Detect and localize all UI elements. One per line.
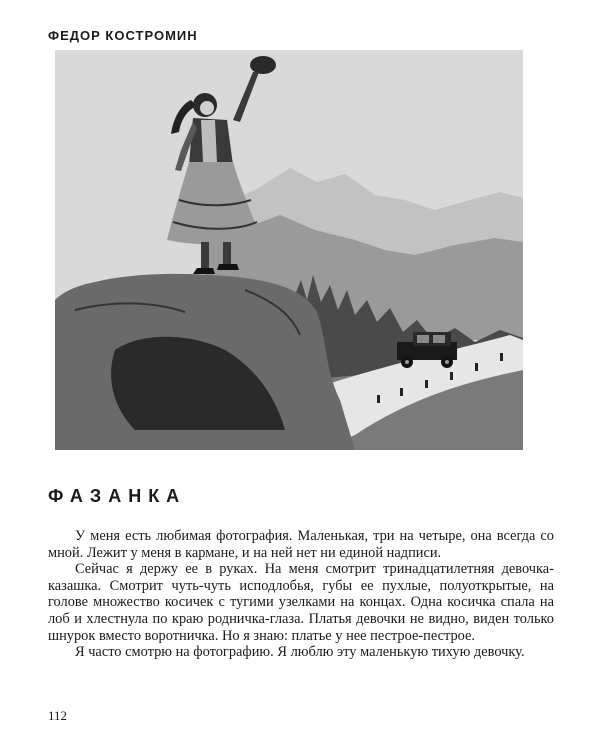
paragraph: У меня есть любимая фотография. Маленькая, три на четыре, она всегда со мной. Лежит у меня в кармане, и на ней нет ни единой надписи. [48,528,554,561]
paragraph: Сейчас я держу ее в руках. На меня смотрит тринадцатилетняя девочка-казашка. Смотрит чуть-чуть исподлобья, губы ее пухлые, полуоткрытые, на голове множество косичек с тугими узелками на концах. Одна косичка спала на лоб и хлестнула по краю родничка-глаза. Платья девочки не видно, виден только шнурок вместо воротничка. Но я знаю: платье у нее пестрое-пестрое. [48,561,554,644]
page-number: 112 [48,708,68,723]
paragraph: Я часто смотрю на фотографию. Я люблю эту маленькую тихую девочку. [75,644,525,661]
illustration [55,50,523,450]
story-title: ФАЗАНКА [48,486,187,506]
illustration-drawing [55,50,523,450]
rock-in-hand [250,56,276,74]
author-name: ФЕДОР КОСТРОМИН [48,28,198,43]
story-text [48,528,554,661]
